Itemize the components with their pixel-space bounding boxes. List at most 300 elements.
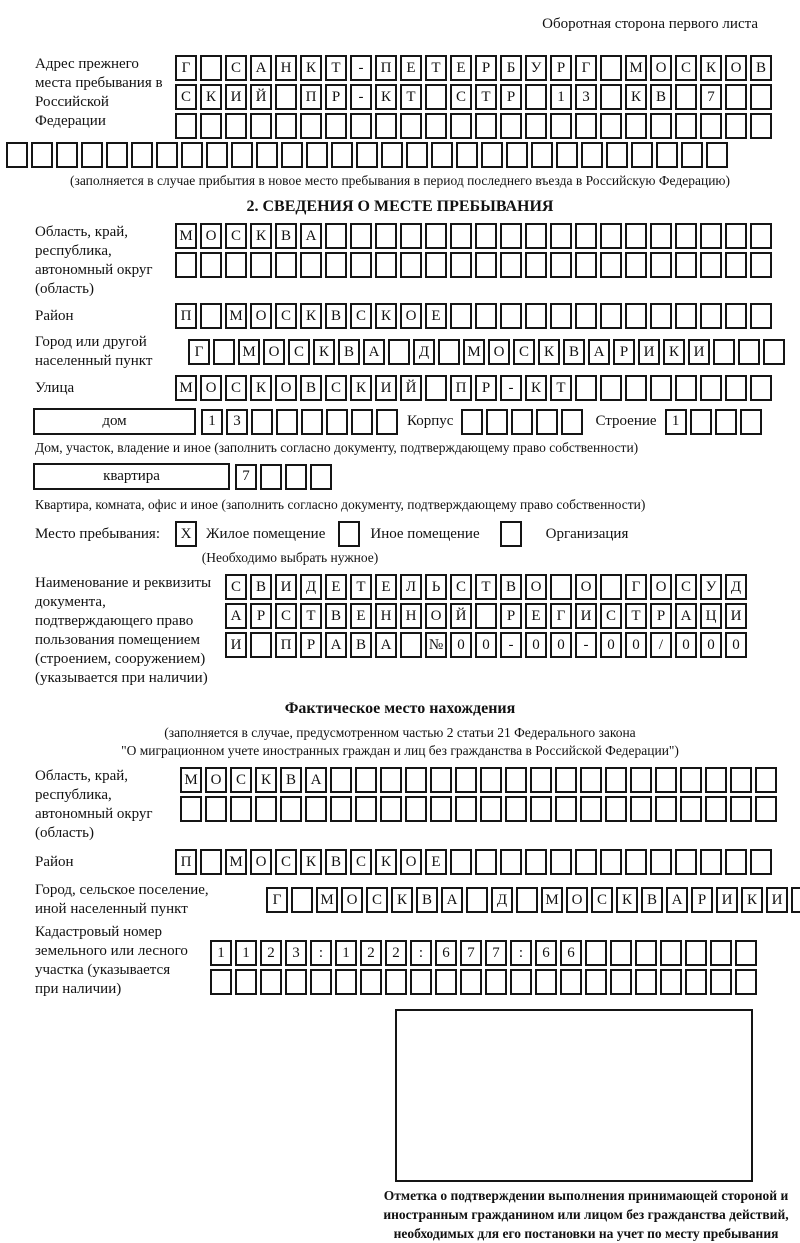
char-box[interactable]: [600, 84, 622, 110]
char-box[interactable]: [560, 969, 582, 995]
char-box[interactable]: [301, 409, 323, 435]
char-box[interactable]: О: [263, 339, 285, 365]
char-box[interactable]: П: [450, 375, 472, 401]
char-box[interactable]: [556, 142, 578, 168]
char-box[interactable]: [506, 142, 528, 168]
char-box[interactable]: [625, 849, 647, 875]
char-box[interactable]: [431, 142, 453, 168]
char-box[interactable]: Г: [575, 55, 597, 81]
char-box[interactable]: [205, 796, 227, 822]
char-box[interactable]: [525, 252, 547, 278]
char-box[interactable]: [735, 969, 757, 995]
char-box[interactable]: [505, 767, 527, 793]
char-box[interactable]: [213, 339, 235, 365]
char-box[interactable]: [280, 796, 302, 822]
char-box[interactable]: 7: [700, 84, 722, 110]
char-box[interactable]: [450, 223, 472, 249]
char-box[interactable]: [475, 223, 497, 249]
char-box[interactable]: [625, 252, 647, 278]
char-box[interactable]: [650, 113, 672, 139]
char-box[interactable]: Н: [400, 603, 422, 629]
char-box[interactable]: [475, 603, 497, 629]
char-box[interactable]: [400, 113, 422, 139]
char-box[interactable]: [235, 969, 257, 995]
char-box[interactable]: 0: [700, 632, 722, 658]
char-box[interactable]: 0: [550, 632, 572, 658]
char-box[interactable]: /: [650, 632, 672, 658]
char-box[interactable]: [355, 796, 377, 822]
char-box[interactable]: С: [450, 84, 472, 110]
char-box[interactable]: [650, 375, 672, 401]
char-box[interactable]: [486, 409, 508, 435]
char-box[interactable]: [706, 142, 728, 168]
char-box[interactable]: [355, 767, 377, 793]
char-box[interactable]: 0: [625, 632, 647, 658]
char-box[interactable]: К: [250, 375, 272, 401]
char-box[interactable]: [675, 303, 697, 329]
char-box[interactable]: [351, 409, 373, 435]
char-box[interactable]: [750, 113, 772, 139]
char-box[interactable]: [600, 375, 622, 401]
char-box[interactable]: [276, 409, 298, 435]
char-box[interactable]: [425, 84, 447, 110]
char-box[interactable]: А: [225, 603, 247, 629]
char-box[interactable]: [630, 767, 652, 793]
char-box[interactable]: [575, 252, 597, 278]
char-box[interactable]: [325, 252, 347, 278]
char-box[interactable]: И: [638, 339, 660, 365]
char-box[interactable]: [325, 223, 347, 249]
char-box[interactable]: О: [205, 767, 227, 793]
char-box[interactable]: [725, 113, 747, 139]
char-box[interactable]: М: [175, 375, 197, 401]
char-box[interactable]: К: [625, 84, 647, 110]
char-box[interactable]: 6: [535, 940, 557, 966]
char-box[interactable]: [725, 303, 747, 329]
stay-type-checkbox-residential[interactable]: X: [175, 521, 197, 547]
char-box[interactable]: 2: [360, 940, 382, 966]
char-box[interactable]: [600, 574, 622, 600]
char-box[interactable]: [380, 796, 402, 822]
char-box[interactable]: [575, 223, 597, 249]
char-box[interactable]: [725, 84, 747, 110]
char-box[interactable]: [450, 849, 472, 875]
char-box[interactable]: [500, 849, 522, 875]
char-box[interactable]: [700, 252, 722, 278]
char-box[interactable]: [660, 940, 682, 966]
char-box[interactable]: О: [650, 55, 672, 81]
char-box[interactable]: С: [366, 887, 388, 913]
char-box[interactable]: 3: [226, 409, 248, 435]
char-box[interactable]: М: [625, 55, 647, 81]
char-box[interactable]: [631, 142, 653, 168]
char-box[interactable]: [306, 142, 328, 168]
char-box[interactable]: [480, 767, 502, 793]
char-box[interactable]: [655, 796, 677, 822]
char-box[interactable]: Д: [300, 574, 322, 600]
char-box[interactable]: [700, 113, 722, 139]
char-box[interactable]: [200, 113, 222, 139]
char-box[interactable]: С: [600, 603, 622, 629]
char-box[interactable]: [230, 796, 252, 822]
char-box[interactable]: [31, 142, 53, 168]
char-box[interactable]: :: [510, 940, 532, 966]
char-box[interactable]: [225, 252, 247, 278]
char-box[interactable]: [156, 142, 178, 168]
char-box[interactable]: [600, 303, 622, 329]
char-box[interactable]: 1: [235, 940, 257, 966]
char-box[interactable]: [460, 969, 482, 995]
char-box[interactable]: [375, 223, 397, 249]
char-box[interactable]: [275, 252, 297, 278]
char-box[interactable]: 7: [460, 940, 482, 966]
char-box[interactable]: [350, 223, 372, 249]
char-box[interactable]: [650, 252, 672, 278]
char-box[interactable]: С: [225, 223, 247, 249]
char-box[interactable]: Р: [500, 603, 522, 629]
char-box[interactable]: [575, 113, 597, 139]
char-box[interactable]: [285, 464, 307, 490]
char-box[interactable]: [525, 84, 547, 110]
char-box[interactable]: -: [350, 84, 372, 110]
char-box[interactable]: А: [441, 887, 463, 913]
char-box[interactable]: С: [275, 849, 297, 875]
char-box[interactable]: Г: [188, 339, 210, 365]
char-box[interactable]: Е: [525, 603, 547, 629]
char-box[interactable]: С: [450, 574, 472, 600]
char-box[interactable]: [530, 767, 552, 793]
char-box[interactable]: [681, 142, 703, 168]
char-box[interactable]: [456, 142, 478, 168]
char-box[interactable]: С: [325, 375, 347, 401]
char-box[interactable]: [251, 409, 273, 435]
char-box[interactable]: [275, 84, 297, 110]
char-box[interactable]: [581, 142, 603, 168]
char-box[interactable]: 3: [575, 84, 597, 110]
char-box[interactable]: 2: [385, 940, 407, 966]
char-box[interactable]: Т: [425, 55, 447, 81]
char-box[interactable]: М: [238, 339, 260, 365]
char-box[interactable]: И: [225, 632, 247, 658]
char-box[interactable]: О: [488, 339, 510, 365]
char-box[interactable]: [705, 796, 727, 822]
char-box[interactable]: О: [425, 603, 447, 629]
char-box[interactable]: [250, 252, 272, 278]
char-box[interactable]: [376, 409, 398, 435]
char-box[interactable]: [730, 796, 752, 822]
char-box[interactable]: Р: [475, 55, 497, 81]
char-box[interactable]: [713, 339, 735, 365]
char-box[interactable]: Д: [725, 574, 747, 600]
char-box[interactable]: Д: [413, 339, 435, 365]
char-box[interactable]: Г: [625, 574, 647, 600]
char-box[interactable]: [466, 887, 488, 913]
char-box[interactable]: Р: [691, 887, 713, 913]
char-box[interactable]: Ь: [425, 574, 447, 600]
char-box[interactable]: О: [200, 375, 222, 401]
char-box[interactable]: И: [225, 84, 247, 110]
char-box[interactable]: [755, 796, 777, 822]
char-box[interactable]: [438, 339, 460, 365]
char-box[interactable]: Т: [350, 574, 372, 600]
char-box[interactable]: А: [305, 767, 327, 793]
char-box[interactable]: [516, 887, 538, 913]
char-box[interactable]: О: [525, 574, 547, 600]
char-box[interactable]: С: [225, 375, 247, 401]
char-box[interactable]: М: [541, 887, 563, 913]
char-box[interactable]: А: [675, 603, 697, 629]
char-box[interactable]: [305, 796, 327, 822]
char-box[interactable]: [675, 113, 697, 139]
char-box[interactable]: К: [663, 339, 685, 365]
char-box[interactable]: Д: [491, 887, 513, 913]
char-box[interactable]: Ц: [700, 603, 722, 629]
char-box[interactable]: Й: [400, 375, 422, 401]
char-box[interactable]: К: [538, 339, 560, 365]
char-box[interactable]: [480, 796, 502, 822]
char-box[interactable]: [225, 113, 247, 139]
char-box[interactable]: [300, 113, 322, 139]
char-box[interactable]: [310, 464, 332, 490]
char-box[interactable]: [525, 223, 547, 249]
char-box[interactable]: С: [288, 339, 310, 365]
char-box[interactable]: [625, 223, 647, 249]
char-box[interactable]: И: [716, 887, 738, 913]
char-box[interactable]: [450, 303, 472, 329]
char-box[interactable]: [310, 969, 332, 995]
char-box[interactable]: [625, 303, 647, 329]
char-box[interactable]: К: [375, 303, 397, 329]
char-box[interactable]: [388, 339, 410, 365]
char-box[interactable]: А: [300, 223, 322, 249]
char-box[interactable]: Б: [500, 55, 522, 81]
char-box[interactable]: В: [325, 303, 347, 329]
char-box[interactable]: [750, 252, 772, 278]
char-box[interactable]: [330, 796, 352, 822]
char-box[interactable]: [106, 142, 128, 168]
char-box[interactable]: О: [250, 849, 272, 875]
char-box[interactable]: Р: [475, 375, 497, 401]
char-box[interactable]: В: [641, 887, 663, 913]
char-box[interactable]: К: [375, 849, 397, 875]
char-box[interactable]: [580, 767, 602, 793]
char-box[interactable]: [715, 409, 737, 435]
char-box[interactable]: -: [575, 632, 597, 658]
char-box[interactable]: А: [375, 632, 397, 658]
char-box[interactable]: [525, 849, 547, 875]
char-box[interactable]: [430, 796, 452, 822]
char-box[interactable]: [575, 303, 597, 329]
char-box[interactable]: [200, 55, 222, 81]
char-box[interactable]: [656, 142, 678, 168]
char-box[interactable]: М: [316, 887, 338, 913]
char-box[interactable]: [700, 303, 722, 329]
house-type-box[interactable]: дом: [33, 408, 196, 435]
char-box[interactable]: [481, 142, 503, 168]
char-box[interactable]: [405, 796, 427, 822]
char-box[interactable]: В: [300, 375, 322, 401]
char-box[interactable]: :: [310, 940, 332, 966]
char-box[interactable]: 1: [665, 409, 687, 435]
char-box[interactable]: С: [275, 603, 297, 629]
char-box[interactable]: 0: [600, 632, 622, 658]
char-box[interactable]: У: [525, 55, 547, 81]
char-box[interactable]: К: [616, 887, 638, 913]
char-box[interactable]: [505, 796, 527, 822]
char-box[interactable]: [291, 887, 313, 913]
char-box[interactable]: [710, 940, 732, 966]
char-box[interactable]: [475, 113, 497, 139]
char-box[interactable]: [175, 252, 197, 278]
char-box[interactable]: А: [325, 632, 347, 658]
char-box[interactable]: [525, 113, 547, 139]
char-box[interactable]: [600, 55, 622, 81]
char-box[interactable]: [531, 142, 553, 168]
char-box[interactable]: И: [575, 603, 597, 629]
char-box[interactable]: [600, 113, 622, 139]
char-box[interactable]: К: [375, 84, 397, 110]
char-box[interactable]: Г: [175, 55, 197, 81]
char-box[interactable]: [500, 223, 522, 249]
char-box[interactable]: Р: [250, 603, 272, 629]
char-box[interactable]: [255, 796, 277, 822]
char-box[interactable]: [755, 767, 777, 793]
char-box[interactable]: [6, 142, 28, 168]
char-box[interactable]: 1: [210, 940, 232, 966]
char-box[interactable]: -: [500, 632, 522, 658]
char-box[interactable]: [650, 223, 672, 249]
char-box[interactable]: О: [650, 574, 672, 600]
char-box[interactable]: [550, 574, 572, 600]
char-box[interactable]: [200, 849, 222, 875]
char-box[interactable]: Р: [550, 55, 572, 81]
char-box[interactable]: Й: [450, 603, 472, 629]
char-box[interactable]: [685, 969, 707, 995]
char-box[interactable]: К: [255, 767, 277, 793]
char-box[interactable]: [725, 252, 747, 278]
char-box[interactable]: 0: [675, 632, 697, 658]
char-box[interactable]: А: [588, 339, 610, 365]
char-box[interactable]: 1: [550, 84, 572, 110]
char-box[interactable]: [675, 375, 697, 401]
stay-type-checkbox-other[interactable]: [338, 521, 360, 547]
char-box[interactable]: [625, 375, 647, 401]
char-box[interactable]: С: [350, 849, 372, 875]
char-box[interactable]: У: [700, 574, 722, 600]
char-box[interactable]: П: [175, 849, 197, 875]
char-box[interactable]: Р: [650, 603, 672, 629]
char-box[interactable]: [405, 767, 427, 793]
char-box[interactable]: [200, 252, 222, 278]
char-box[interactable]: [675, 252, 697, 278]
char-box[interactable]: [331, 142, 353, 168]
char-box[interactable]: [410, 969, 432, 995]
char-box[interactable]: [705, 767, 727, 793]
char-box[interactable]: Р: [613, 339, 635, 365]
char-box[interactable]: О: [725, 55, 747, 81]
char-box[interactable]: :: [410, 940, 432, 966]
char-box[interactable]: [730, 767, 752, 793]
char-box[interactable]: [580, 796, 602, 822]
char-box[interactable]: М: [463, 339, 485, 365]
char-box[interactable]: [725, 223, 747, 249]
char-box[interactable]: [475, 849, 497, 875]
char-box[interactable]: [605, 767, 627, 793]
char-box[interactable]: П: [375, 55, 397, 81]
char-box[interactable]: Е: [425, 303, 447, 329]
char-box[interactable]: [461, 409, 483, 435]
char-box[interactable]: Г: [550, 603, 572, 629]
char-box[interactable]: [175, 113, 197, 139]
char-box[interactable]: [325, 113, 347, 139]
char-box[interactable]: [260, 969, 282, 995]
char-box[interactable]: [500, 113, 522, 139]
char-box[interactable]: 7: [235, 464, 257, 490]
char-box[interactable]: [210, 969, 232, 995]
char-box[interactable]: 2: [260, 940, 282, 966]
char-box[interactable]: [738, 339, 760, 365]
char-box[interactable]: [585, 940, 607, 966]
char-box[interactable]: [455, 767, 477, 793]
char-box[interactable]: -: [500, 375, 522, 401]
char-box[interactable]: [335, 969, 357, 995]
char-box[interactable]: [550, 303, 572, 329]
char-box[interactable]: [585, 969, 607, 995]
char-box[interactable]: Т: [625, 603, 647, 629]
char-box[interactable]: [406, 142, 428, 168]
char-box[interactable]: [555, 767, 577, 793]
char-box[interactable]: Е: [375, 574, 397, 600]
char-box[interactable]: [275, 113, 297, 139]
char-box[interactable]: [350, 252, 372, 278]
char-box[interactable]: О: [275, 375, 297, 401]
char-box[interactable]: Т: [475, 574, 497, 600]
char-box[interactable]: [735, 940, 757, 966]
char-box[interactable]: [650, 303, 672, 329]
char-box[interactable]: [750, 303, 772, 329]
char-box[interactable]: 0: [450, 632, 472, 658]
char-box[interactable]: В: [338, 339, 360, 365]
char-box[interactable]: [725, 849, 747, 875]
char-box[interactable]: 1: [201, 409, 223, 435]
char-box[interactable]: [710, 969, 732, 995]
char-box[interactable]: [600, 252, 622, 278]
char-box[interactable]: [425, 113, 447, 139]
char-box[interactable]: В: [275, 223, 297, 249]
char-box[interactable]: [256, 142, 278, 168]
char-box[interactable]: П: [275, 632, 297, 658]
char-box[interactable]: [610, 940, 632, 966]
char-box[interactable]: [475, 303, 497, 329]
char-box[interactable]: О: [341, 887, 363, 913]
char-box[interactable]: [381, 142, 403, 168]
char-box[interactable]: С: [675, 574, 697, 600]
char-box[interactable]: 6: [435, 940, 457, 966]
char-box[interactable]: Р: [300, 632, 322, 658]
char-box[interactable]: [750, 84, 772, 110]
char-box[interactable]: [680, 796, 702, 822]
char-box[interactable]: М: [180, 767, 202, 793]
char-box[interactable]: [700, 223, 722, 249]
char-box[interactable]: [81, 142, 103, 168]
char-box[interactable]: О: [400, 849, 422, 875]
char-box[interactable]: В: [563, 339, 585, 365]
char-box[interactable]: [530, 796, 552, 822]
char-box[interactable]: Р: [325, 84, 347, 110]
char-box[interactable]: [330, 767, 352, 793]
char-box[interactable]: [606, 142, 628, 168]
char-box[interactable]: [791, 887, 800, 913]
